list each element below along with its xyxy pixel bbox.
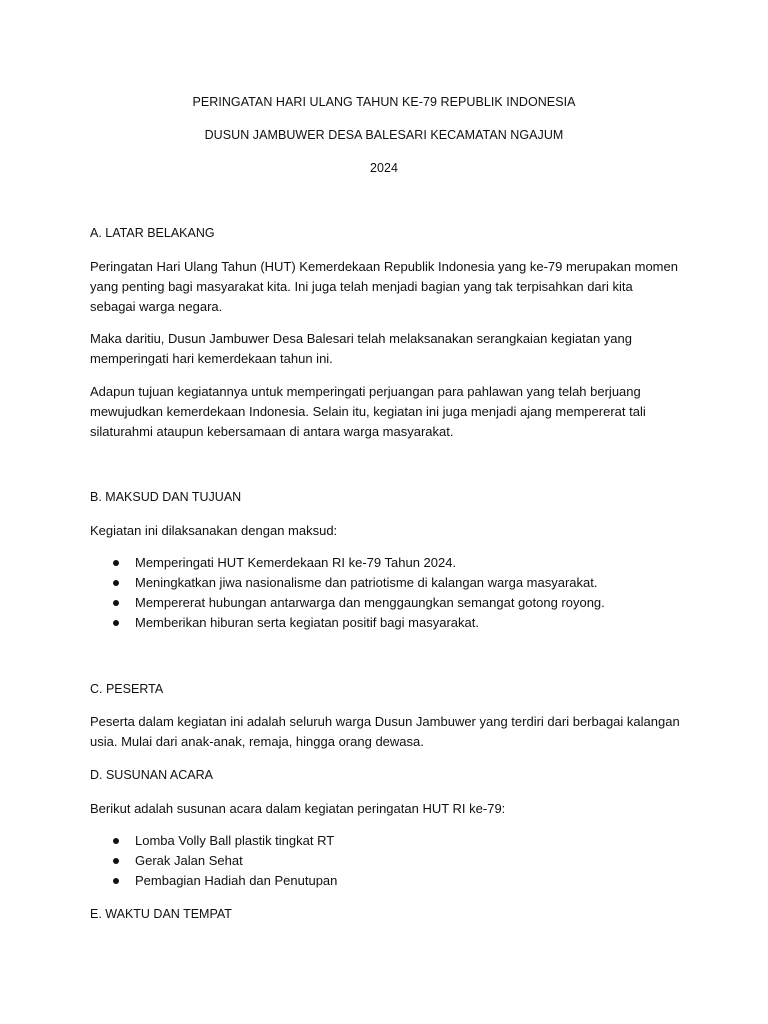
- bullet-icon: [113, 858, 119, 864]
- list-item: [90, 851, 690, 871]
- paragraph-latar-belakang-2: Maka daritiu, Dusun Jambuwer Desa Balesari telah melaksanakan serangkaian kegiatan yang memperingati hari kemerdekaan tahun ini.: [90, 331, 632, 366]
- list-item: [90, 871, 690, 891]
- susunan-acara-list: [90, 831, 690, 891]
- section-heading-latar-belakang: A. LATAR BELAKANG: [90, 226, 215, 240]
- list-item: [90, 831, 690, 851]
- list-item-text: Lomba Volly Ball plastik tingkat RT: [135, 833, 335, 848]
- list-item: [90, 613, 690, 633]
- document-title: PERINGATAN HARI ULANG TAHUN KE-79 REPUBLIK INDONESIA: [192, 95, 576, 109]
- bullet-icon: [113, 560, 119, 566]
- document-year: 2024: [369, 161, 398, 175]
- list-item-text: Memperingati HUT Kemerdekaan RI ke-79 Tahun 2024.: [135, 555, 457, 570]
- bullet-icon: [113, 878, 119, 884]
- section-heading-maksud-tujuan: B. MAKSUD DAN TUJUAN: [90, 490, 242, 504]
- paragraph-latar-belakang-3: Adapun tujuan kegiatannya untuk memperingati perjuangan para pahlawan yang telah berjuang mewujudkan kemerdekaan Indonesia. Selain itu, kegiatan ini juga menjadi ajang mempererat tali silaturahmi ataupun kebersamaan di antara warga masyarakat.: [90, 384, 646, 439]
- bullet-icon: [113, 580, 119, 586]
- document-subtitle: DUSUN JAMBUWER DESA BALESARI KECAMATAN NGAJUM: [204, 128, 564, 142]
- paragraph-peserta: Peserta dalam kegiatan ini adalah seluruh warga Dusun Jambuwer yang terdiri dari berbagai kalangan usia. Mulai dari anak-anak, remaja, hingga orang dewasa.: [90, 714, 680, 749]
- list-item: [90, 573, 690, 593]
- bullet-icon: [113, 838, 119, 844]
- paragraph-latar-belakang-1: Peringatan Hari Ulang Tahun (HUT) Kemerdekaan Republik Indonesia yang ke-79 merupakan momen yang penting bagi masyarakat kita. Ini juga telah menjadi bagian yang tak terpisahkan dari kita sebagai warga negara.: [90, 259, 678, 314]
- list-item-text: Memberikan hiburan serta kegiatan positif bagi masyarakat.: [135, 615, 479, 630]
- maksud-list: [90, 553, 690, 633]
- bullet-icon: [113, 620, 119, 626]
- section-heading-peserta: C. PESERTA: [90, 682, 164, 696]
- list-item-text: Mempererat hubungan antarwarga dan menggaungkan semangat gotong royong.: [135, 595, 605, 610]
- section-heading-waktu-tempat: E. WAKTU DAN TEMPAT: [90, 907, 232, 921]
- list-item-text: Gerak Jalan Sehat: [135, 853, 243, 868]
- list-item-text: Pembagian Hadiah dan Penutupan: [135, 873, 338, 888]
- bullet-icon: [113, 600, 119, 606]
- paragraph-susunan-intro: Berikut adalah susunan acara dalam kegiatan peringatan HUT RI ke-79:: [90, 801, 506, 816]
- list-item: [90, 593, 690, 613]
- section-heading-susunan-acara: D. SUSUNAN ACARA: [90, 768, 213, 782]
- list-item: [90, 553, 690, 573]
- paragraph-maksud-intro: Kegiatan ini dilaksanakan dengan maksud:: [90, 523, 338, 538]
- list-item-text: Meningkatkan jiwa nasionalisme dan patriotisme di kalangan warga masyarakat.: [135, 575, 598, 590]
